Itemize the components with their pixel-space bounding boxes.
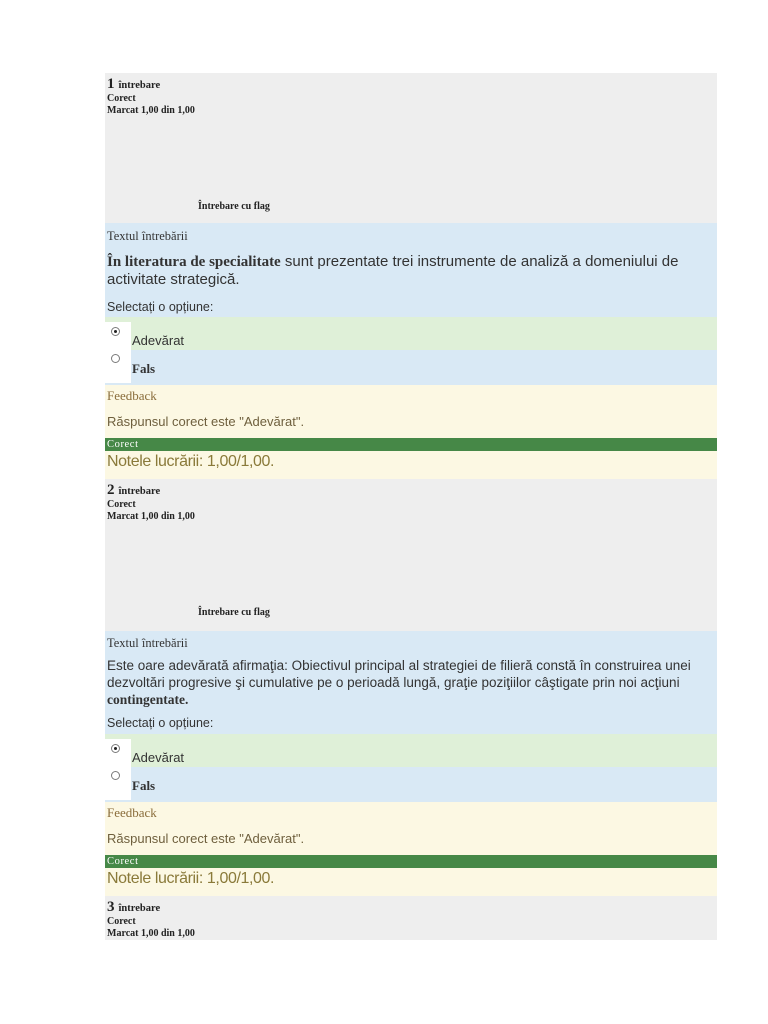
answer-prompt: Selectați o opțiune: bbox=[107, 716, 214, 730]
question-grade: Marcat 1,00 din 1,00 bbox=[107, 105, 195, 116]
option-label[interactable]: Fals bbox=[132, 361, 156, 376]
question-3 bbox=[105, 896, 717, 940]
question-grade: Marcat 1,00 din 1,00 bbox=[107, 511, 195, 522]
radio-cell bbox=[105, 739, 131, 767]
question-text bbox=[107, 253, 711, 288]
option-adevarat[interactable] bbox=[105, 734, 717, 767]
option-fals[interactable] bbox=[105, 767, 717, 802]
question-text-bold: contingentate. bbox=[107, 692, 189, 707]
correctness-badge: Corect bbox=[105, 855, 717, 868]
question-info bbox=[105, 73, 717, 223]
question-feedback bbox=[105, 802, 717, 896]
option-label[interactable]: Adevărat bbox=[132, 750, 185, 765]
question-number-value: 3 bbox=[107, 899, 115, 915]
flag-question-link[interactable]: Întrebare cu flag bbox=[198, 607, 270, 618]
question-number-label: întrebare bbox=[118, 903, 161, 914]
question-info bbox=[105, 479, 717, 631]
question-2 bbox=[105, 479, 717, 896]
question-text-body: sunt prezentate trei instrumente de analiză a domeniului de activitate strategică. bbox=[107, 253, 679, 288]
question-state: Corect bbox=[107, 93, 136, 104]
question-grade: Marcat 1,00 din 1,00 bbox=[107, 928, 195, 939]
option-label[interactable]: Adevărat bbox=[132, 333, 185, 348]
question-feedback bbox=[105, 385, 717, 479]
question-formulation bbox=[105, 631, 717, 734]
question-text-heading: Textul întrebării bbox=[107, 636, 188, 650]
feedback-heading: Feedback bbox=[107, 805, 157, 820]
option-label[interactable]: Fals bbox=[132, 778, 156, 793]
question-number-value: 2 bbox=[107, 482, 115, 498]
question-mark: Notele lucrării: 1,00/1,00. bbox=[107, 870, 275, 887]
correctness-badge: Corect bbox=[105, 438, 717, 451]
radio-button-fals[interactable] bbox=[111, 354, 120, 363]
question-info bbox=[105, 896, 717, 940]
question-formulation bbox=[105, 223, 717, 317]
question-1 bbox=[105, 73, 717, 479]
radio-button-adevarat[interactable] bbox=[111, 744, 120, 753]
feedback-heading: Feedback bbox=[107, 388, 157, 403]
option-fals[interactable] bbox=[105, 350, 717, 385]
option-adevarat[interactable] bbox=[105, 317, 717, 350]
right-answer: Răspunsul corect este "Adevărat". bbox=[107, 831, 305, 846]
question-number-label: întrebare bbox=[118, 486, 161, 497]
question-text bbox=[107, 657, 711, 708]
question-number-value: 1 bbox=[107, 76, 115, 92]
question-text-body: Este oare adevărată afirmaţia: Obiectivul principal al strategiei de filieră constă în construirea unei dezvoltări progresive şi cumulative pe o perioadă lungă, graţie poziţiilor câştigate prin noi acţiuni bbox=[107, 658, 691, 690]
quiz-review bbox=[105, 73, 717, 940]
right-answer: Răspunsul corect este "Adevărat". bbox=[107, 414, 305, 429]
radio-button-fals[interactable] bbox=[111, 771, 120, 780]
radio-cell bbox=[105, 322, 131, 350]
question-mark: Notele lucrării: 1,00/1,00. bbox=[107, 453, 275, 470]
question-text-heading: Textul întrebării bbox=[107, 229, 188, 243]
radio-button-adevarat[interactable] bbox=[111, 327, 120, 336]
answer-prompt: Selectați o opțiune: bbox=[107, 300, 214, 314]
radio-cell bbox=[105, 350, 131, 383]
radio-cell bbox=[105, 767, 131, 800]
question-number-label: întrebare bbox=[118, 80, 161, 91]
question-state: Corect bbox=[107, 499, 136, 510]
flag-question-link[interactable]: Întrebare cu flag bbox=[198, 201, 270, 212]
question-state: Corect bbox=[107, 916, 136, 927]
question-text-bold: În literatura de specialitate bbox=[107, 254, 281, 270]
